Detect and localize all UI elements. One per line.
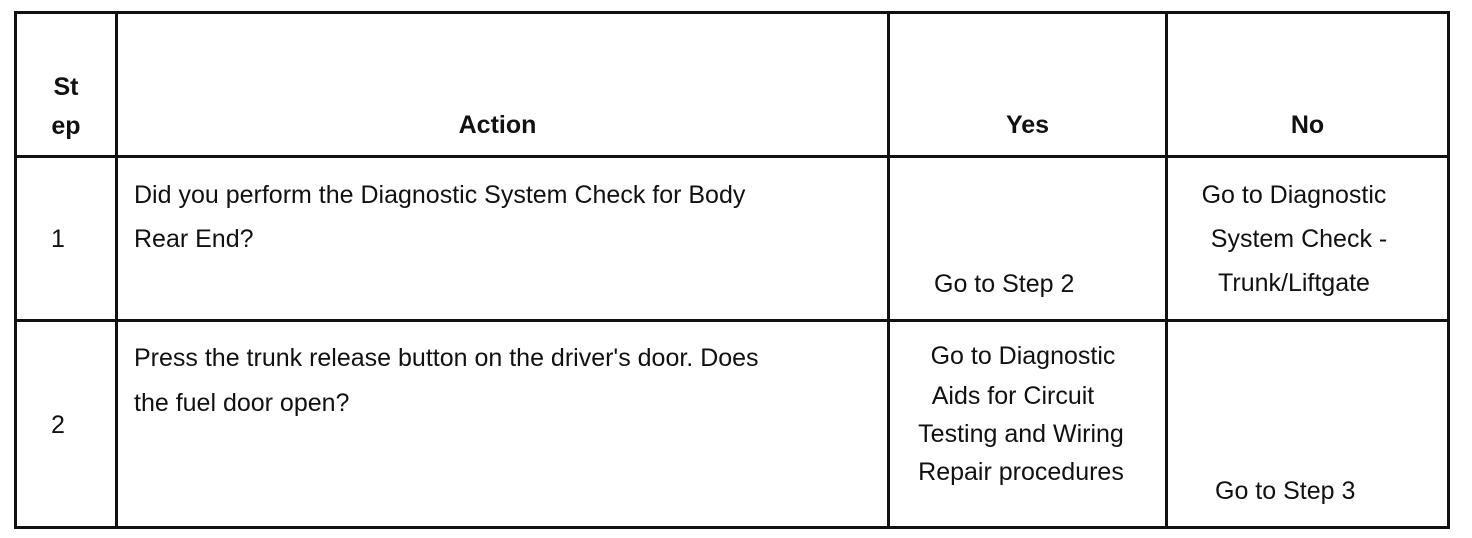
yes-result-line: Testing and Wiring: [918, 420, 1124, 448]
no-result-line: Go to Diagnostic: [1201, 181, 1387, 209]
table-border-bottom: [14, 526, 1450, 529]
action-text-line: the fuel door open?: [134, 389, 350, 417]
step-number: 1: [51, 225, 65, 253]
table-border-right: [1447, 11, 1450, 529]
action-text-line: Rear End?: [134, 225, 254, 253]
action-text-line: Press the trunk release button on the driver's door. Does: [134, 344, 759, 372]
row-divider: [14, 319, 1450, 322]
yes-result-line: Repair procedures: [918, 458, 1124, 486]
no-result: Go to Step 3: [1215, 477, 1356, 505]
table-border-top: [14, 11, 1450, 14]
header-step-line2: ep: [51, 112, 81, 140]
column-divider-step-action: [115, 11, 118, 529]
header-step-line1: St: [53, 73, 79, 101]
no-result-line: Trunk/Liftgate: [1218, 269, 1370, 297]
header-action: Action: [458, 111, 537, 139]
action-text-line: Did you perform the Diagnostic System Check for Body: [134, 181, 746, 209]
header-yes: Yes: [1005, 111, 1050, 139]
header-row-divider: [14, 155, 1450, 158]
yes-result-line: Go to Diagnostic: [930, 342, 1116, 370]
yes-result-line: Aids for Circuit: [931, 382, 1095, 410]
step-number: 2: [51, 411, 65, 439]
header-no: No: [1290, 111, 1325, 139]
yes-result: Go to Step 2: [934, 270, 1075, 298]
no-result-line: System Check -: [1210, 225, 1388, 253]
